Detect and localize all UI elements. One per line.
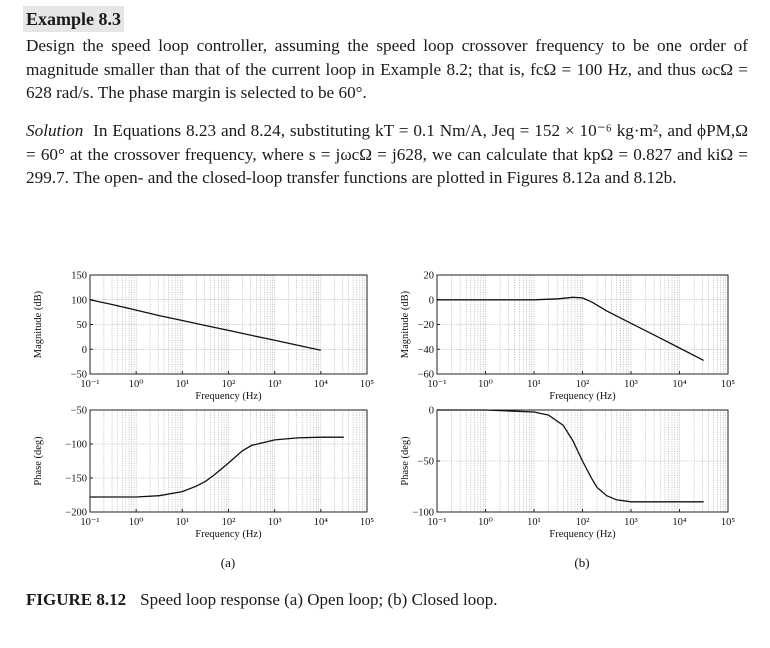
y-tick-label: 100 — [71, 295, 87, 307]
x-tick-label: 10⁴ — [672, 517, 687, 528]
y-axis-label: Magnitude (dB) — [400, 290, 411, 359]
grid-lines — [437, 275, 728, 374]
y-tick-label: 0 — [428, 405, 434, 417]
x-tick-label: 10⁻¹ — [427, 379, 447, 390]
y-axis-label: Phase (deg) — [400, 436, 411, 486]
y-tick-label: −20 — [417, 320, 434, 331]
y-tick-label: −50 — [70, 369, 87, 381]
y-tick-label: −60 — [417, 369, 434, 381]
solution-text: In Equations 8.23 and 8.24, substituting kT = 0.1 Nm/A, Jeq = 152 × 10⁻⁶ kg·m², and ϕPM,Ω = 60° at the crossover frequency, where s = jωcΩ = j628, we can calculate that kpΩ = 0.827 and kiΩ = 299.7. The open- and the closed-loop transfer functions are plotted in Figures 8.12a and 8.12b. — [26, 121, 748, 187]
x-axis-label: Frequency (Hz) — [549, 529, 616, 540]
series-line — [437, 297, 704, 360]
x-tick-label: 10⁻¹ — [427, 517, 447, 528]
y-axis-label: Magnitude (dB) — [33, 290, 44, 359]
solution-label: Solution — [26, 121, 84, 140]
x-tick-label: 10⁴ — [672, 379, 687, 390]
x-axis-label: Frequency (Hz) — [549, 391, 616, 402]
problem-text: Design the speed loop controller, assuming the speed loop crossover frequency to be one order of magnitude smaller than that of the current loop in Example 8.2; that is, fcΩ = 100 Hz, and thus ωcΩ = 628 rad/s. The phase margin is selected to be 60°. — [26, 36, 748, 102]
x-tick-label: 10¹ — [527, 379, 541, 390]
y-axis-label: Phase (deg) — [33, 436, 44, 486]
y-tick-label: 0 — [428, 295, 434, 307]
series-line — [90, 300, 321, 350]
x-tick-label: 10⁵ — [720, 379, 736, 390]
x-tick-label: 10² — [221, 379, 236, 390]
x-tick-label: 10³ — [624, 379, 638, 390]
x-tick-label: 10⁻¹ — [80, 517, 100, 528]
grid-lines — [90, 275, 367, 374]
x-tick-label: 10⁰ — [128, 379, 144, 390]
y-tick-label: −150 — [65, 473, 87, 485]
caption-text: Speed loop response (a) Open loop; (b) Closed loop. — [140, 590, 498, 609]
x-tick-label: 10⁴ — [313, 517, 328, 528]
y-tick-label: −100 — [65, 439, 87, 451]
x-tick-label: 10⁵ — [359, 517, 375, 528]
chart-a-magnitude — [33, 271, 374, 403]
y-tick-label: 150 — [71, 270, 87, 282]
x-tick-label: 10⁰ — [478, 517, 493, 528]
y-tick-label: 20 — [423, 270, 434, 282]
x-tick-label: 10⁻¹ — [80, 379, 100, 390]
x-tick-label: 10³ — [267, 379, 282, 390]
y-tick-label: 0 — [81, 344, 87, 356]
y-tick-label: −100 — [412, 507, 434, 519]
x-tick-label: 10³ — [624, 517, 638, 528]
chart-b-phase — [400, 406, 735, 541]
subfigure-label-a: (a) — [220, 555, 236, 570]
x-tick-label: 10⁰ — [478, 379, 493, 390]
series-line — [437, 410, 704, 502]
x-tick-label: 10⁴ — [313, 379, 328, 390]
y-tick-label: −50 — [70, 405, 87, 417]
example-title: Example 8.3 — [23, 6, 124, 32]
x-tick-label: 10⁰ — [128, 517, 144, 528]
x-tick-label: 10³ — [267, 517, 282, 528]
caption-label: FIGURE 8.12 — [26, 590, 127, 609]
x-tick-label: 10¹ — [175, 379, 190, 390]
x-tick-label: 10² — [221, 517, 236, 528]
subfigure-label-b: (b) — [574, 555, 590, 570]
x-tick-label: 10⁵ — [359, 379, 375, 390]
chart-a-phase — [33, 406, 374, 541]
x-tick-label: 10¹ — [527, 517, 541, 528]
x-axis-label: Frequency (Hz) — [195, 391, 262, 402]
figure-caption — [26, 588, 498, 612]
x-tick-label: 10¹ — [175, 517, 190, 528]
chart-b-magnitude — [400, 271, 735, 403]
x-axis-label: Frequency (Hz) — [195, 529, 262, 540]
y-tick-label: −50 — [417, 456, 434, 468]
x-tick-label: 10⁵ — [720, 517, 736, 528]
x-tick-label: 10² — [575, 517, 590, 528]
y-tick-label: −40 — [417, 344, 434, 356]
series-line — [90, 437, 344, 497]
y-tick-label: 50 — [76, 320, 87, 331]
x-tick-label: 10² — [575, 379, 590, 390]
y-tick-label: −200 — [65, 507, 87, 519]
